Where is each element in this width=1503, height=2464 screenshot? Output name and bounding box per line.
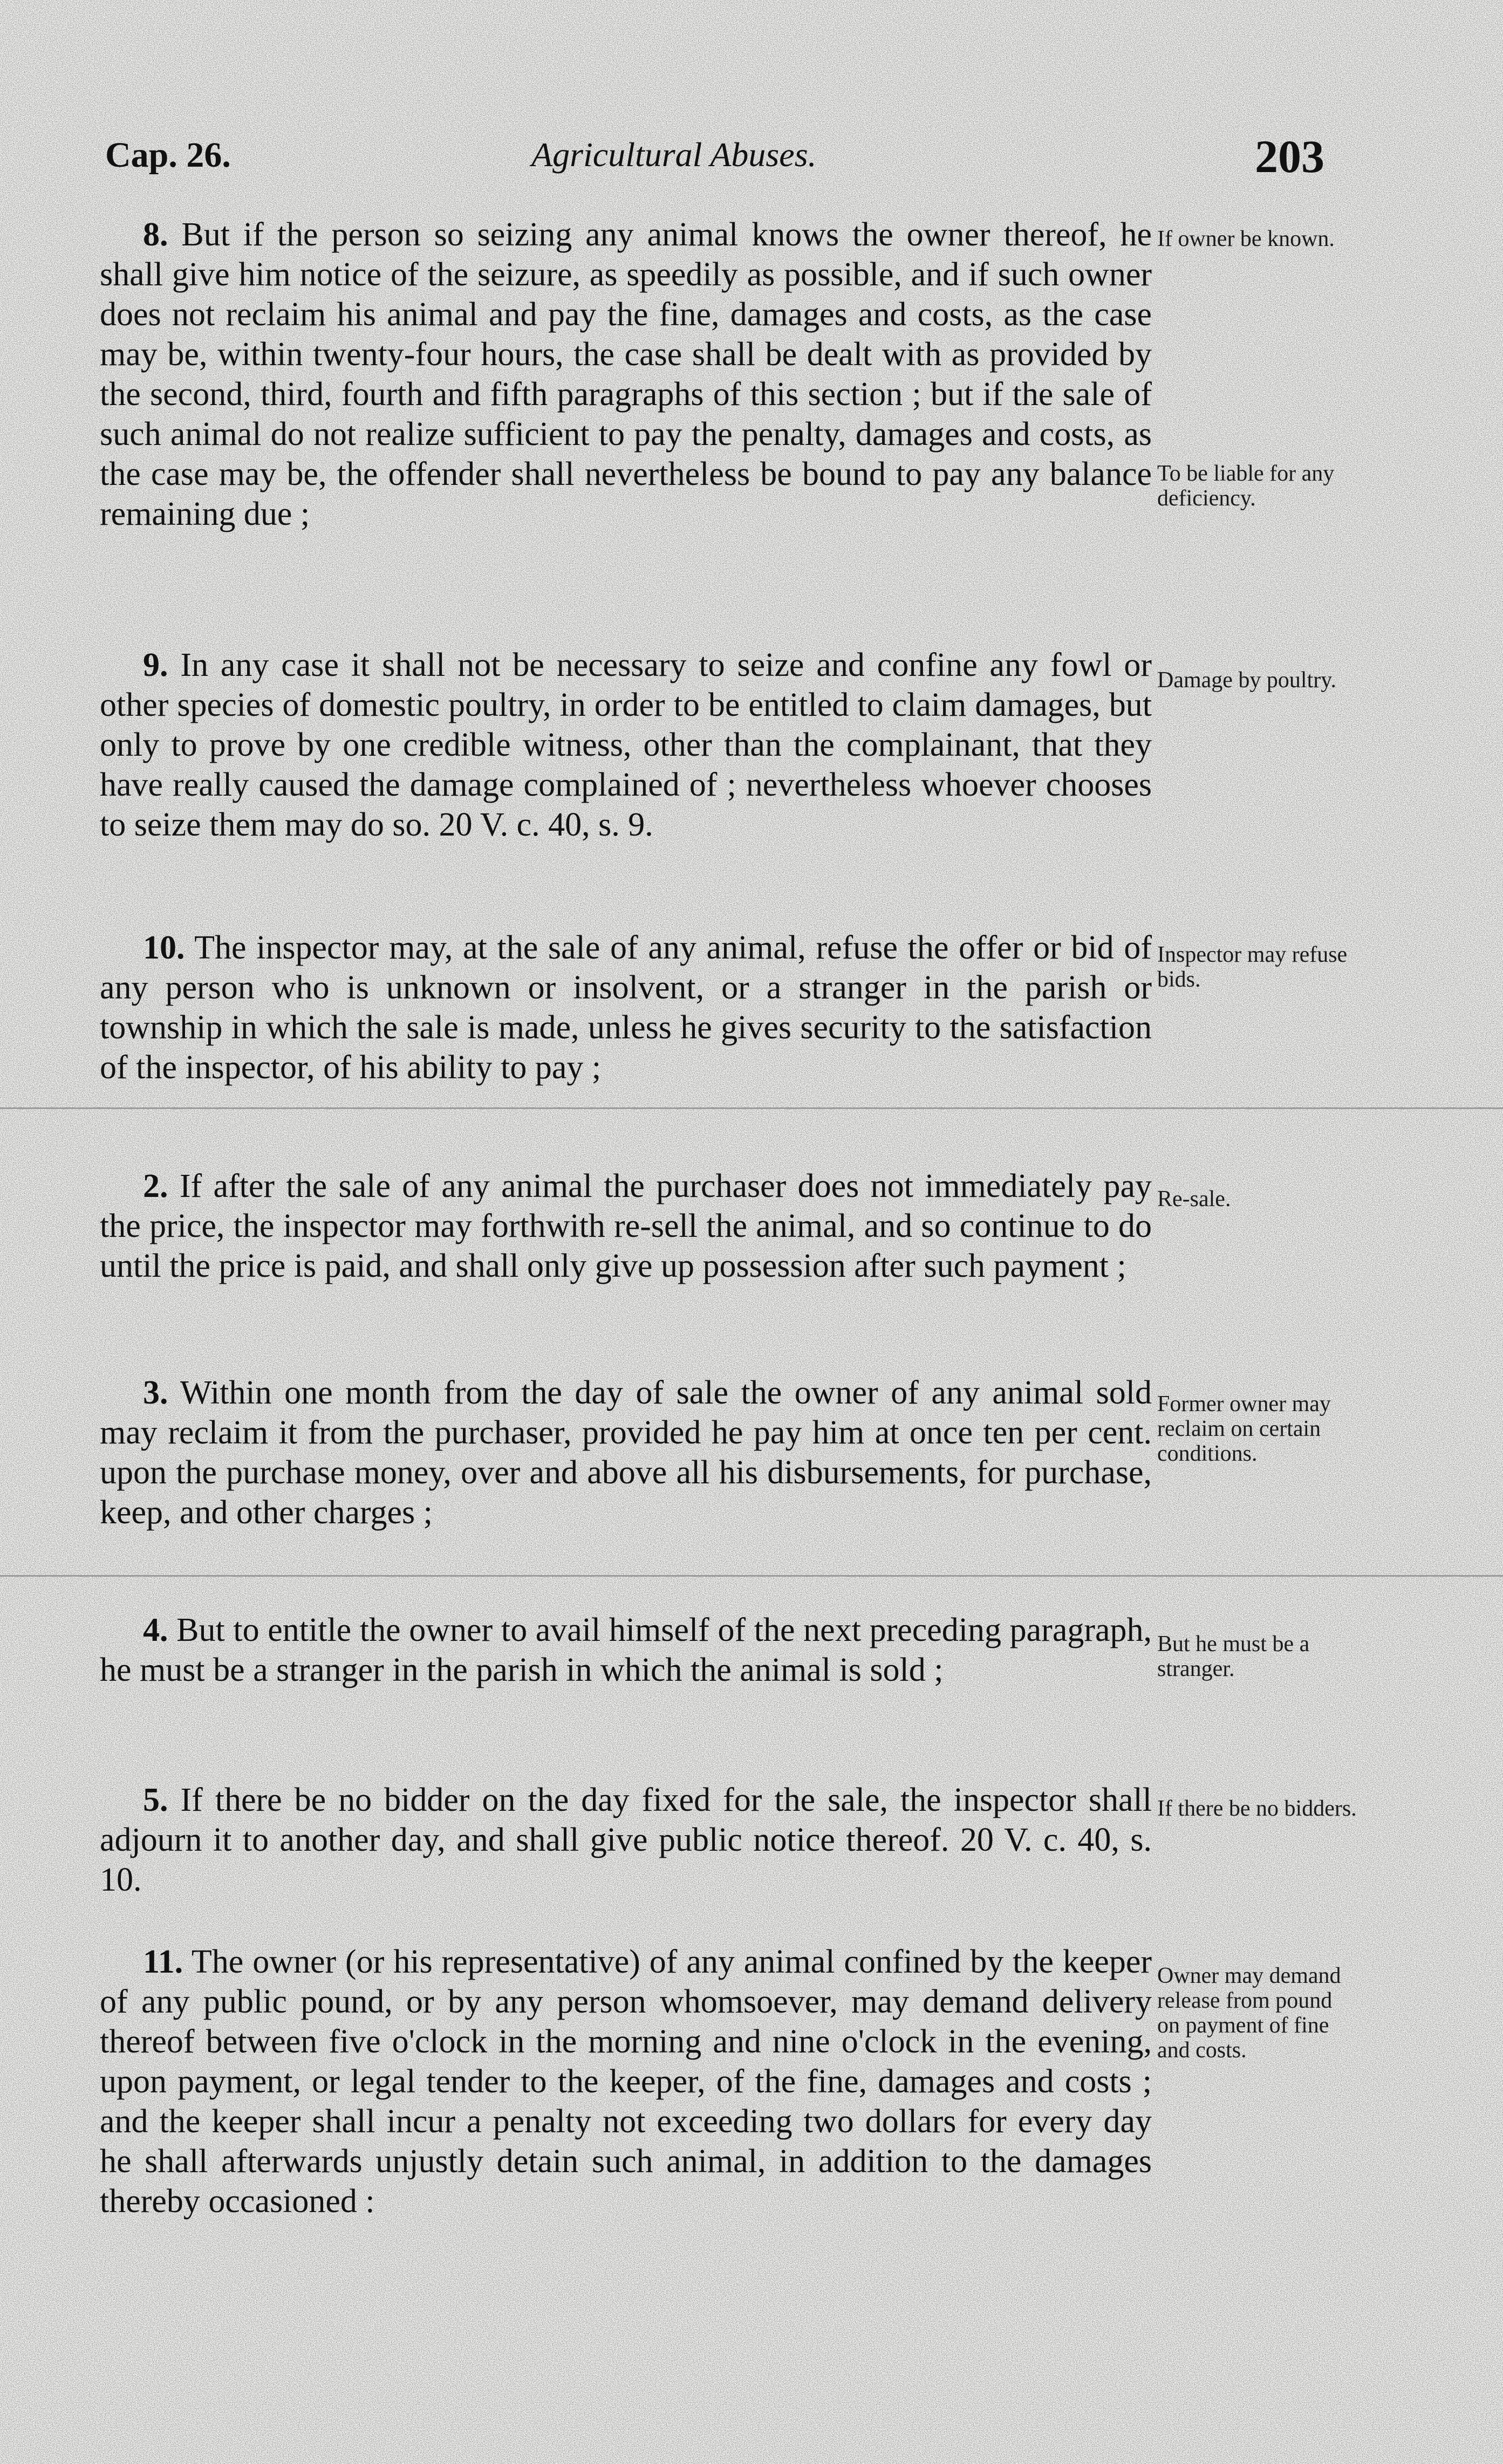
section-number: 9. xyxy=(143,647,168,683)
section-body: But to entitle the owner to avail himself of the next preceding paragraph, he must be a stranger in the parish in which the animal is sold ; xyxy=(100,1612,1152,1688)
section-number: 4. xyxy=(143,1612,168,1648)
section-body: In any case it shall not be necessary to seize and confine any fowl or other species of domestic poultry, in order to be entitled to claim damages, but only to prove by one credible witness, other than the complainant, that they have really caused the damage complained of ; nevertheless whoever chooses to seize them may do so. 20 V. c. 40, s. 9. xyxy=(100,647,1152,843)
margin-note-refuse-bids: Inspector may refuse bids. xyxy=(1157,942,1357,992)
margin-note-resale: Re-sale. xyxy=(1157,1187,1357,1212)
section-number: 5. xyxy=(143,1782,168,1818)
page-number: 203 xyxy=(1255,129,1324,183)
section-body: If there be no bidder on the day fixed for the sale, the inspector shall adjourn it to another day, and shall give public notice thereof. 20 V. c. 40, s. 10. xyxy=(100,1782,1152,1898)
margin-note-reclaim: Former owner may reclaim on certain conditions. xyxy=(1157,1392,1357,1466)
margin-note-pound-release: Owner may demand release from pound on payment of fine and costs. xyxy=(1157,1963,1357,2063)
margin-note-no-bidders: If there be no bidders. xyxy=(1157,1796,1357,1821)
chapter-label: Cap. 26. xyxy=(105,135,231,176)
section-body: If after the sale of any animal the purchaser does not immediately pay the price, the inspector may forthwith re-sell the animal, and so continue to do until the price is paid, and shall only give up possession after such payment ; xyxy=(100,1168,1152,1284)
section-number: 2. xyxy=(143,1168,168,1204)
section-body: Within one month from the day of sale the owner of any animal sold may reclaim it from the purchaser, provided he pay him at once ten per cent. upon the purchase money, over and above all his disbursements, for purchase, keep, and other charges ; xyxy=(100,1374,1152,1531)
section-body: But if the person so seizing any animal knows the owner thereof, he shall give him notice of the seizure, as speedily as possible, and if such owner does not reclaim his animal and pay the fine, damages and costs, as the case may be, within twenty-four hours, the case shall be dealt with as provided by the second, third, fourth and fifth paragraphs of this section ; but if the sale of such animal do not realize sufficient to pay the penalty, damages and costs, as the case may be, the offender shall nevertheless be bound to pay any balance remaining due ; xyxy=(100,216,1152,532)
margin-note-poultry: Damage by poultry. xyxy=(1157,668,1357,693)
section-number: 10. xyxy=(143,929,185,966)
section-number: 8. xyxy=(143,216,168,253)
section-body: The inspector may, at the sale of any animal, refuse the offer or bid of any person who is unknown or insolvent, or a stranger in the parish or township in which the sale is made, unless he gives security to the satisfaction of the inspector, of his ability to pay ; xyxy=(100,929,1152,1086)
running-title: Agricultural Abuses. xyxy=(531,135,817,175)
section-number: 11. xyxy=(143,1943,183,1980)
margin-note-deficiency: To be liable for any deficiency. xyxy=(1157,461,1357,511)
section-number: 3. xyxy=(143,1374,168,1411)
section-body: The owner (or his representative) of any animal confined by the keeper of any public pound, or by any person whomsoever, may demand delivery thereof between five o'clock in the morning and nine o'clock in the evening, upon payment, or legal tender to the keeper, of the fine, damages and costs ; and the keeper shall incur a penalty not exceeding two dollars for every day he shall afterwards unjustly detain such animal, in addition to the damages thereby occasioned : xyxy=(100,1943,1152,2220)
margin-note-owner-known: If owner be known. xyxy=(1157,227,1357,251)
margin-note-stranger: But he must be a stranger. xyxy=(1157,1632,1357,1681)
